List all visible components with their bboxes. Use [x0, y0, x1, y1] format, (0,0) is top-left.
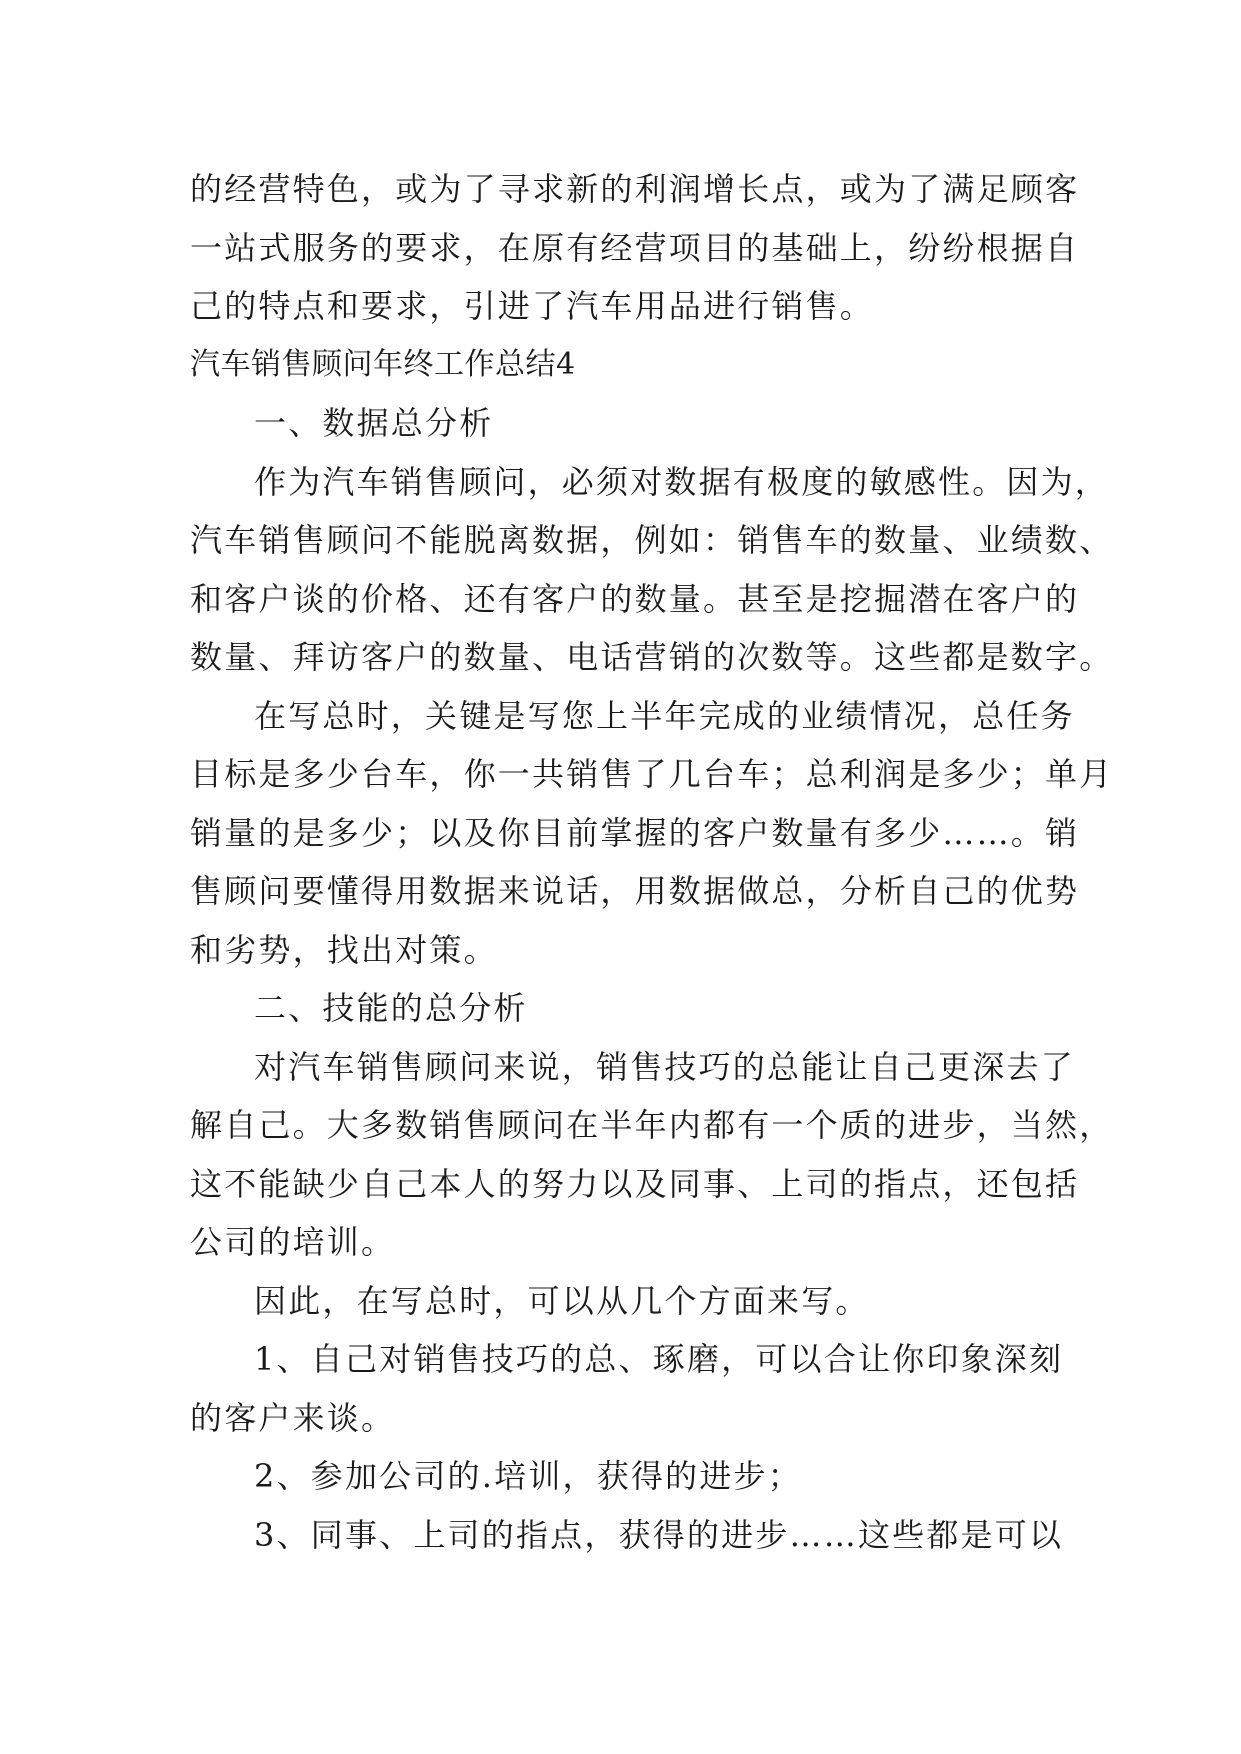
- paragraph-line: 数量、拜访客户的数量、电话营销的次数等。这些都是数字。: [190, 638, 1114, 676]
- paragraph-line: 和劣势，找出对策。: [190, 930, 498, 969]
- paragraph-line: 汽车销售顾问不能脱离数据，例如：销售车的数量、业绩数、: [190, 521, 1114, 559]
- paragraph-line: 公司的培训。: [190, 1223, 396, 1261]
- list-item-2: 2、参加公司的.培训，获得的进步；: [254, 1457, 802, 1495]
- paragraph-line: 销量的是多少；以及你目前掌握的客户数量有多少……。销: [190, 813, 1080, 852]
- paragraph-line: 对汽车销售顾问来说，销售技巧的总能让自己更深去了: [254, 1047, 1075, 1086]
- list-item-1-continued: 的客户来谈。: [190, 1398, 396, 1437]
- list-item-1: 1、自己对销售技巧的总、琢磨，可以合让你印象深刻: [254, 1340, 1064, 1378]
- paragraph-line: 售顾问要懂得用数据来说话，用数据做总，分析自己的优势: [190, 872, 1080, 910]
- paragraph-line: 这不能缺少自己本人的努力以及同事、上司的指点，还包括: [190, 1164, 1080, 1203]
- subheading-skill-analysis: 二、技能的总分析: [254, 989, 528, 1027]
- paragraph-line: 的经营特色，或为了寻求新的利润增长点，或为了满足顾客: [190, 170, 1080, 208]
- paragraph-line: 和客户谈的价格、还有客户的数量。甚至是挖掘潜在客户的: [190, 579, 1080, 618]
- paragraph-line: 作为汽车销售顾问，必须对数据有极度的敏感性。因为，: [254, 462, 1110, 501]
- paragraph-line: 己的特点和要求，引进了汽车用品进行销售。: [190, 287, 875, 325]
- list-item-3: 3、同事、上司的指点，获得的进步……这些都是可以: [254, 1515, 1064, 1554]
- subheading-data-analysis: 一、数据总分析: [254, 404, 494, 442]
- paragraph-line: 在写总时，关键是写您上半年完成的业绩情况，总任务: [254, 696, 1075, 735]
- paragraph-line: 解自己。大多数销售顾问在半年内都有一个质的进步，当然，: [190, 1106, 1114, 1144]
- paragraph-line: 因此，在写总时，可以从几个方面来写。: [254, 1281, 870, 1320]
- paragraph-line: 一站式服务的要求，在原有经营项目的基础上，纷纷根据自: [190, 228, 1080, 267]
- paragraph-line: 目标是多少台车，你一共销售了几台车；总利润是多少；单月: [190, 755, 1114, 793]
- document-page: [190, 160, 1114, 1564]
- section-title: 汽车销售顾问年终工作总结4: [190, 346, 576, 382]
